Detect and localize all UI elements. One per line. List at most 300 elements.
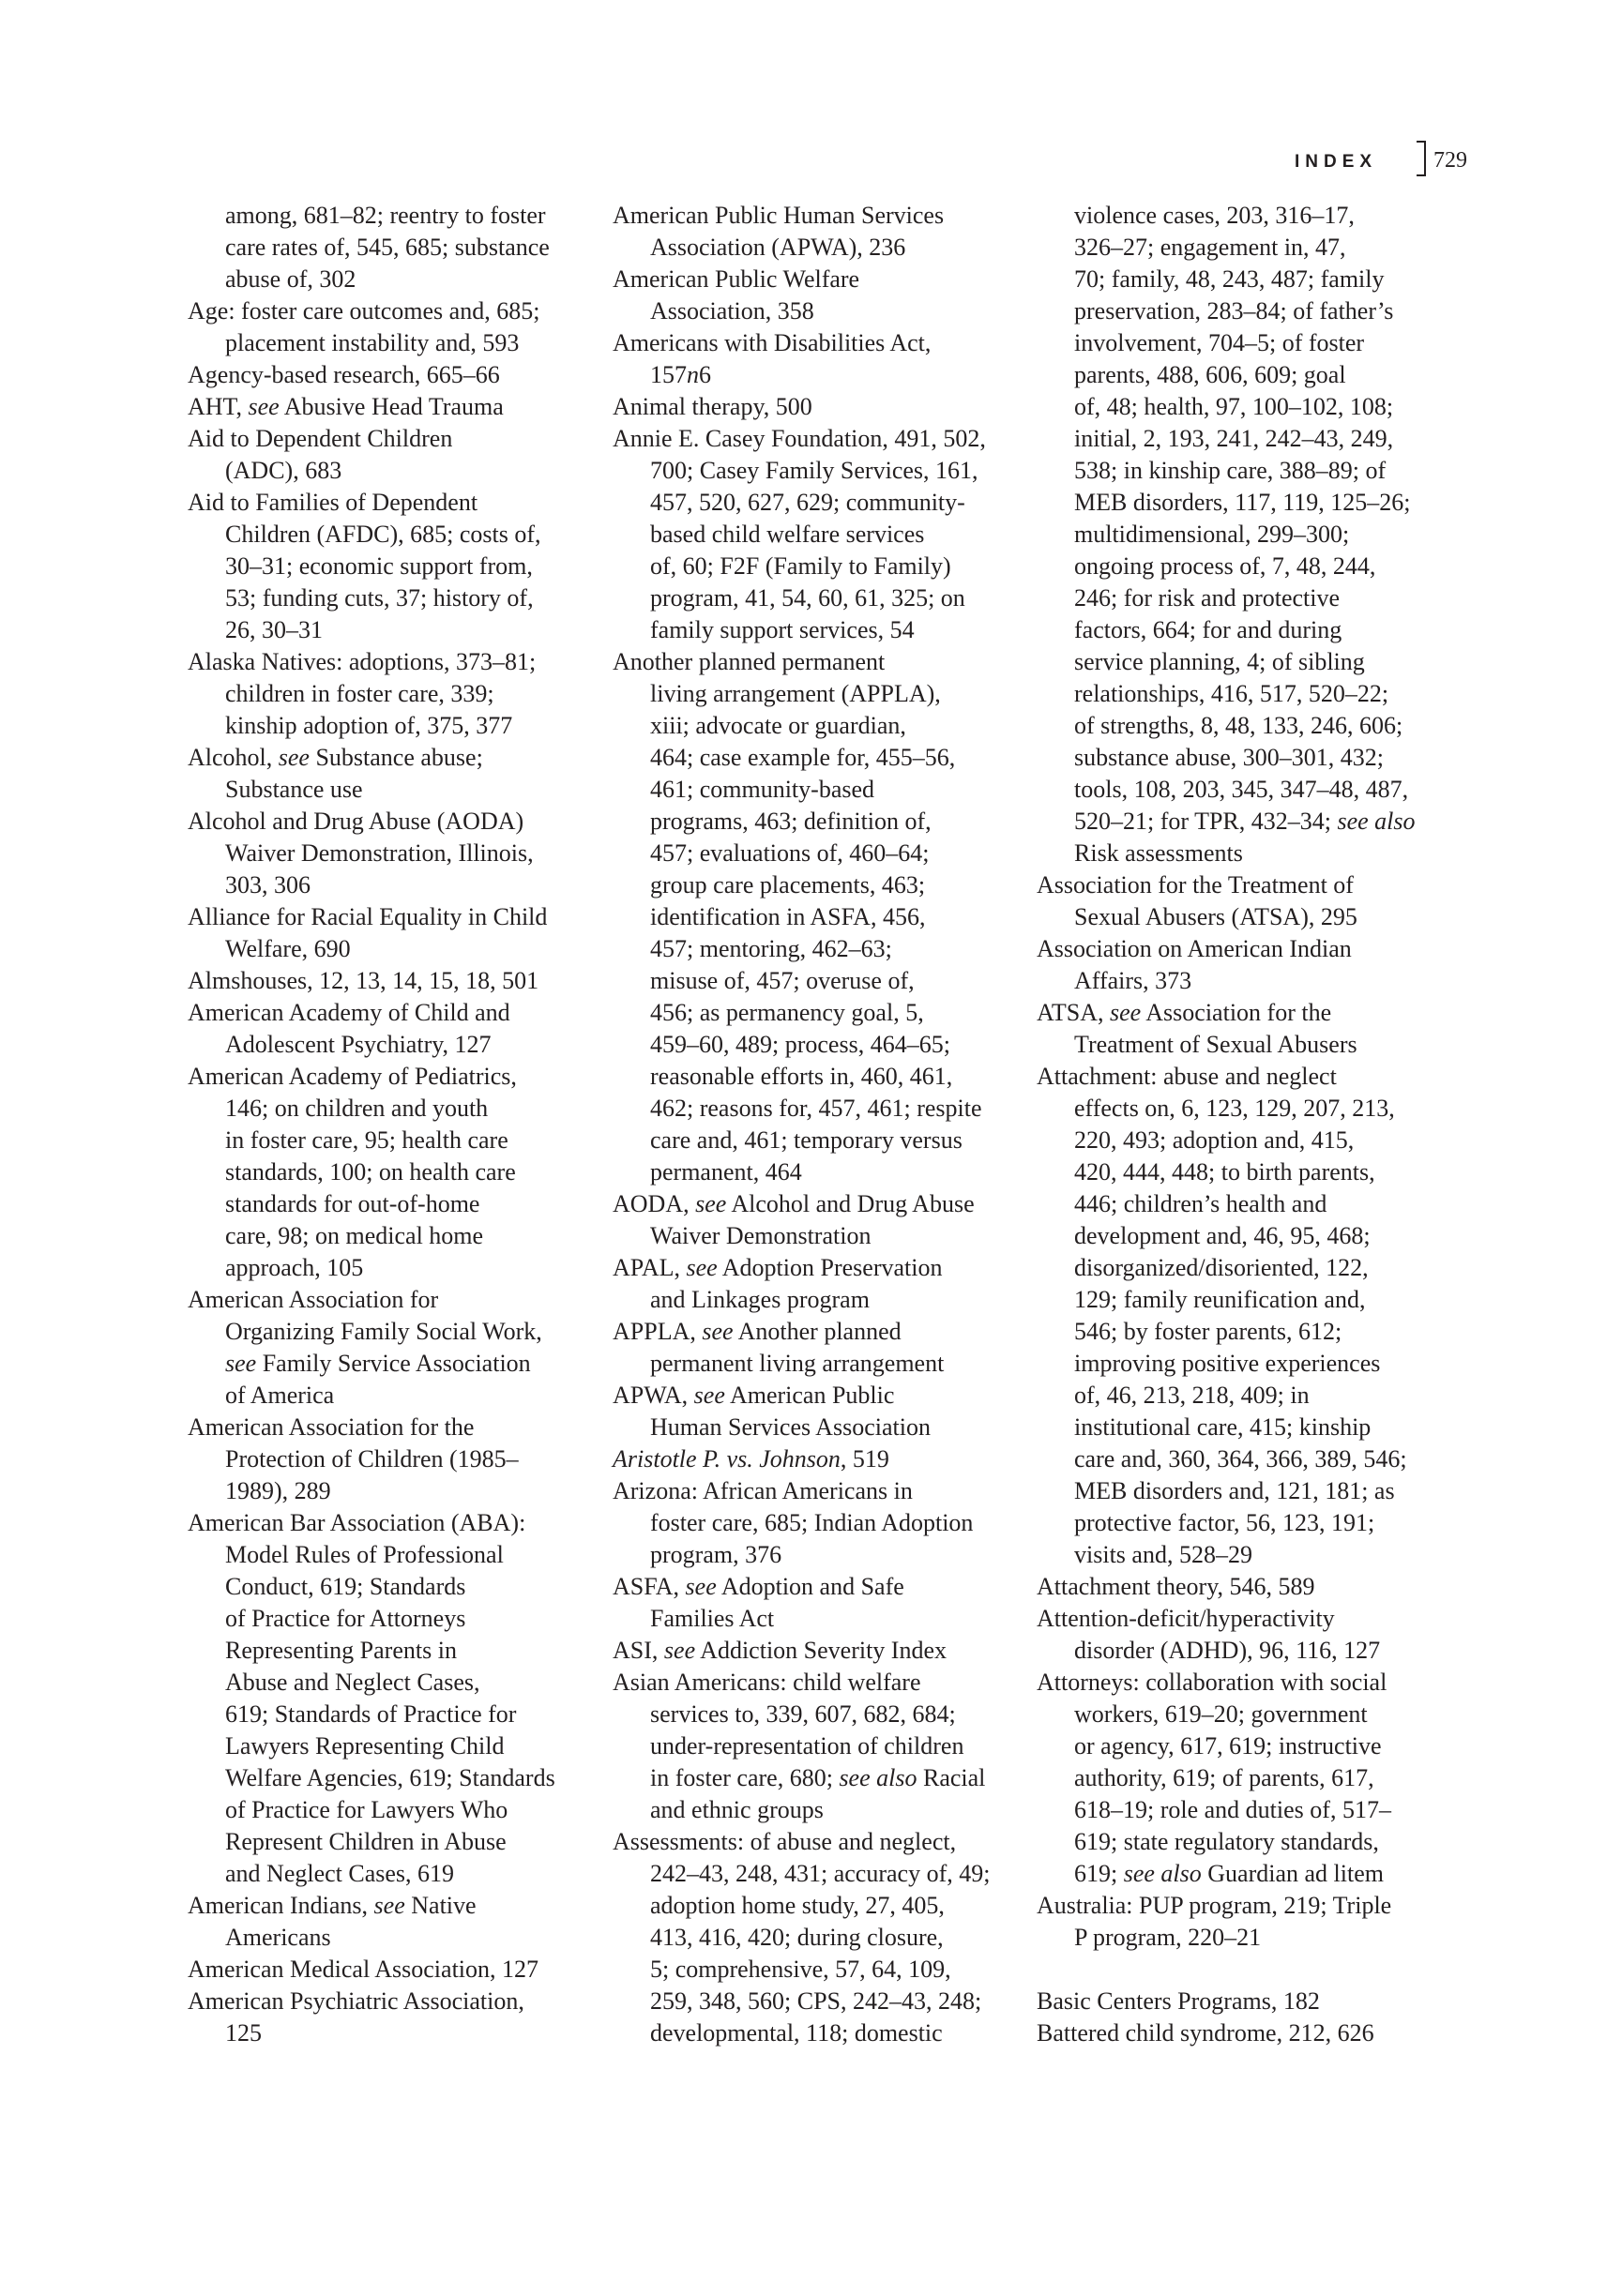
entry-text: 129; family reunification and, <box>1074 1286 1366 1313</box>
italic-text: n <box>687 361 699 388</box>
entry-text: abuse of, 302 <box>225 265 356 293</box>
entry-text: Racial <box>917 1764 986 1791</box>
entry-text: permanent living arrangement <box>650 1350 945 1377</box>
entry-text: 53; funding cuts, 37; history of, <box>225 584 534 612</box>
entry-text: in foster care, 680; <box>650 1764 840 1791</box>
entry-continuation-line <box>1037 1762 1449 1794</box>
entry-text: Substance abuse; <box>309 744 483 771</box>
entry-text: 30–31; economic support from, <box>225 552 533 580</box>
entry-continuation-line <box>1037 678 1449 710</box>
italic-text: see <box>685 1573 717 1600</box>
section-gap <box>1037 1954 1449 1986</box>
entry-text: Association for the <box>1141 999 1332 1026</box>
index-entry <box>1037 200 1449 869</box>
entry-heading-line <box>188 806 600 838</box>
index-entry <box>613 1475 1025 1571</box>
entry-text: placement instability and, 593 <box>225 329 520 356</box>
italic-text: see <box>225 1350 257 1377</box>
entry-text: 420, 444, 448; to birth parents, <box>1074 1158 1375 1186</box>
entry-text: 700; Casey Family Services, 161, <box>650 457 978 484</box>
entry-text: AODA, <box>613 1190 696 1217</box>
entry-text: programs, 463; definition of, <box>650 808 932 835</box>
index-entry <box>613 1380 1025 1443</box>
entry-text: APAL, <box>613 1254 687 1281</box>
entry-continuation-line <box>1037 1443 1449 1475</box>
index-entry <box>613 200 1025 264</box>
entry-continuation-line <box>613 1794 1025 1826</box>
entry-continuation-line <box>188 582 600 614</box>
entry-text: 459–60, 489; process, 464–65; <box>650 1031 950 1058</box>
entry-continuation-line <box>613 1922 1025 1954</box>
entry-continuation-line <box>188 1093 600 1125</box>
entry-continuation-line <box>1037 1635 1449 1667</box>
index-entry <box>188 391 600 423</box>
entry-text: permanent, 464 <box>650 1158 802 1186</box>
index-entry <box>188 965 600 997</box>
entry-heading-line <box>1037 1890 1449 1922</box>
entry-continuation-line <box>613 1348 1025 1380</box>
entry-continuation-line <box>188 200 600 232</box>
index-entry <box>613 1443 1025 1475</box>
entry-text: improving positive experiences <box>1074 1350 1381 1377</box>
italic-text: see also <box>1123 1860 1202 1887</box>
entry-text: American Association for <box>188 1286 439 1313</box>
entry-continuation-line <box>613 806 1025 838</box>
italic-text: see also <box>839 1764 917 1791</box>
entry-text: Another planned <box>733 1318 902 1345</box>
entry-continuation-line <box>613 582 1025 614</box>
entry-continuation-line <box>188 327 600 359</box>
entry-text: Association (APWA), 236 <box>650 234 906 261</box>
entry-text: Native <box>404 1892 477 1919</box>
entry-continuation-line <box>613 1156 1025 1188</box>
entry-continuation-line <box>1037 1093 1449 1125</box>
index-entry <box>188 1284 600 1412</box>
entry-heading-line <box>1037 2017 1449 2049</box>
index-entry <box>188 1890 600 1954</box>
entry-text: of, 46, 213, 218, 409; in <box>1074 1382 1310 1409</box>
entry-text: and Neglect Cases, 619 <box>225 1860 455 1887</box>
index-entry <box>188 359 600 391</box>
entry-continuation-line <box>613 1093 1025 1125</box>
entry-text: Lawyers Representing Child <box>225 1732 505 1760</box>
entry-heading-line <box>613 1316 1025 1348</box>
entry-text: 464; case example for, 455–56, <box>650 744 956 771</box>
entry-text: Attention-deficit/hyperactivity <box>1037 1605 1335 1632</box>
entry-text: group care placements, 463; <box>650 871 926 899</box>
entry-text: Treatment of Sexual Abusers <box>1074 1031 1357 1058</box>
entry-text: Almshouses, 12, 13, 14, 15, 18, 501 <box>188 967 539 994</box>
entry-heading-line <box>188 1412 600 1443</box>
entry-heading-line <box>188 1890 600 1922</box>
entry-text: American Indians, <box>188 1892 374 1919</box>
entry-text: 619; state regulatory standards, <box>1074 1828 1379 1855</box>
entry-continuation-line <box>1037 1507 1449 1539</box>
entry-heading-line <box>188 997 600 1029</box>
entry-text: Aid to Families of Dependent <box>188 489 478 516</box>
entry-continuation-line <box>1037 1794 1449 1826</box>
entry-heading-line <box>1037 1603 1449 1635</box>
entry-continuation-line <box>188 1635 600 1667</box>
entry-text: ASFA, <box>613 1573 686 1600</box>
index-entry <box>1037 1986 1449 2017</box>
entry-text: American Medical Association, 127 <box>188 1956 539 1983</box>
entry-text: ongoing process of, 7, 48, 244, <box>1074 552 1376 580</box>
index-entry <box>188 1986 600 2049</box>
entry-text: service planning, 4; of sibling <box>1074 648 1365 675</box>
entry-text: Organizing Family Social Work, <box>225 1318 542 1345</box>
entry-continuation-line <box>1037 1220 1449 1252</box>
entry-continuation-line <box>1037 965 1449 997</box>
entry-continuation-line <box>613 965 1025 997</box>
entry-text: Americans with Disabilities Act, <box>613 329 932 356</box>
entry-text: identification in ASFA, 456, <box>650 903 926 930</box>
entry-heading-line <box>1037 1061 1449 1093</box>
entry-text: Protection of Children (1985– <box>225 1445 519 1473</box>
index-entry <box>188 1412 600 1507</box>
entry-text: disorder (ADHD), 96, 116, 127 <box>1074 1637 1381 1664</box>
entry-continuation-line <box>613 295 1025 327</box>
entry-continuation-line <box>188 1475 600 1507</box>
entry-continuation-line <box>188 774 600 806</box>
entry-text: services to, 339, 607, 682, 684; <box>650 1700 956 1728</box>
entry-continuation-line <box>188 1603 600 1635</box>
entry-text: reasonable efforts in, 460, 461, <box>650 1063 953 1090</box>
entry-text: Affairs, 373 <box>1074 967 1192 994</box>
entry-text: Abusive Head Trauma <box>279 393 504 420</box>
entry-heading-line <box>188 487 600 519</box>
entry-text: protective factor, 56, 123, 191; <box>1074 1509 1375 1536</box>
entry-text: MEB disorders, 117, 119, 125–26; <box>1074 489 1411 516</box>
italic-text: see <box>686 1254 718 1281</box>
entry-text: American Public Human Services <box>613 202 945 229</box>
entry-continuation-line <box>188 1539 600 1571</box>
entry-text: Association for the Treatment of <box>1037 871 1354 899</box>
entry-text: care, 98; on medical home <box>225 1222 484 1249</box>
entry-continuation-line <box>613 710 1025 742</box>
entry-text: Attachment theory, 546, 589 <box>1037 1573 1315 1600</box>
entry-text: program, 41, 54, 60, 61, 325; on <box>650 584 965 612</box>
entry-text: disorganized/disoriented, 122, <box>1074 1254 1369 1281</box>
entry-text: 619; <box>1074 1860 1124 1887</box>
entry-continuation-line <box>188 519 600 551</box>
entry-continuation-line <box>613 487 1025 519</box>
entry-continuation-line <box>1037 1125 1449 1156</box>
entry-text: American Psychiatric Association, <box>188 1987 524 2015</box>
entry-continuation-line <box>1037 1188 1449 1220</box>
entry-text: living arrangement (APPLA), <box>650 680 941 707</box>
entry-text: Battered child syndrome, 212, 626 <box>1037 2019 1374 2047</box>
entry-continuation-line <box>1037 1922 1449 1954</box>
entry-continuation-line <box>1037 295 1449 327</box>
entry-text: Alcohol and Drug Abuse <box>726 1190 975 1217</box>
entry-heading-line <box>188 1061 600 1093</box>
entry-heading-line <box>188 295 600 327</box>
entry-text: Children (AFDC), 685; costs of, <box>225 521 541 548</box>
entry-continuation-line <box>1037 1475 1449 1507</box>
entry-text: relationships, 416, 517, 520–22; <box>1074 680 1389 707</box>
entry-continuation-line <box>1037 901 1449 933</box>
entry-continuation-line <box>613 933 1025 965</box>
italic-text: Aristotle P. vs. Johnson <box>613 1445 841 1473</box>
entry-continuation-line <box>613 1699 1025 1730</box>
entry-continuation-line <box>188 1188 600 1220</box>
entry-heading-line <box>613 423 1025 455</box>
entry-continuation-line <box>1037 1730 1449 1762</box>
index-entry <box>1037 933 1449 997</box>
entry-heading-line <box>613 1443 1025 1475</box>
entry-continuation-line <box>613 2017 1025 2049</box>
entry-text: AHT, <box>188 393 249 420</box>
entry-continuation-line <box>613 1507 1025 1539</box>
entry-continuation-line <box>1037 1029 1449 1061</box>
italic-text: see <box>248 393 280 420</box>
italic-text: see <box>663 1637 696 1664</box>
entry-heading-line <box>188 646 600 678</box>
entry-text: preservation, 283–84; of father’s <box>1074 297 1394 325</box>
entry-continuation-line <box>1037 838 1449 869</box>
entry-text: (ADC), 683 <box>225 457 342 484</box>
index-entry <box>188 1954 600 1986</box>
entry-text: Sexual Abusers (ATSA), 295 <box>1074 903 1357 930</box>
entry-text: violence cases, 203, 316–17, <box>1074 202 1355 229</box>
index-entry <box>188 200 600 295</box>
entry-heading-line <box>188 742 600 774</box>
entry-text: institutional care, 415; kinship <box>1074 1413 1372 1441</box>
entry-text: ATSA, <box>1037 999 1111 1026</box>
entry-text: 70; family, 48, 243, 487; family <box>1074 265 1385 293</box>
entry-continuation-line <box>188 232 600 264</box>
entry-continuation-line <box>613 1730 1025 1762</box>
entry-text: standards, 100; on health care <box>225 1158 516 1186</box>
entry-text: 457, 520, 627, 629; community- <box>650 489 965 516</box>
entry-continuation-line <box>1037 359 1449 391</box>
entry-continuation-line <box>613 1762 1025 1794</box>
entry-text: workers, 619–20; government <box>1074 1700 1368 1728</box>
entry-text: Another planned permanent <box>613 648 886 675</box>
entry-continuation-line <box>188 710 600 742</box>
entry-text: Basic Centers Programs, 182 <box>1037 1987 1320 2015</box>
index-entry <box>613 264 1025 327</box>
entry-continuation-line <box>613 1986 1025 2017</box>
entry-continuation-line <box>613 1220 1025 1252</box>
entry-continuation-line <box>613 519 1025 551</box>
index-entry <box>188 742 600 806</box>
entry-text: 413, 416, 420; during closure, <box>650 1924 944 1951</box>
entry-text: American Academy of Child and <box>188 999 510 1026</box>
entry-heading-line <box>613 327 1025 359</box>
index-entry <box>613 646 1025 1188</box>
entry-continuation-line <box>613 1061 1025 1093</box>
entry-text: APWA, <box>613 1382 694 1409</box>
entry-continuation-line <box>613 1539 1025 1571</box>
entry-continuation-line <box>188 455 600 487</box>
index-entry <box>1037 1571 1449 1603</box>
entry-text: Alliance for Racial Equality in Child <box>188 903 548 930</box>
entry-continuation-line <box>188 1762 600 1794</box>
entry-continuation-line <box>188 1220 600 1252</box>
entry-text: of, 60; F2F (Family to Family) <box>650 552 951 580</box>
entry-text: Adolescent Psychiatry, 127 <box>225 1031 492 1058</box>
entry-continuation-line <box>1037 264 1449 295</box>
entry-heading-line <box>1037 933 1449 965</box>
entry-text: effects on, 6, 123, 129, 207, 213, <box>1074 1095 1395 1122</box>
entry-continuation-line <box>1037 710 1449 742</box>
entry-text: 456; as permanency goal, 5, <box>650 999 924 1026</box>
entry-continuation-line <box>613 742 1025 774</box>
index-entry <box>613 423 1025 646</box>
entry-continuation-line <box>188 1667 600 1699</box>
entry-text: 461; community-based <box>650 776 875 803</box>
entry-text: 538; in kinship care, 388–89; of <box>1074 457 1387 484</box>
entry-continuation-line <box>1037 1284 1449 1316</box>
entry-text: Agency-based research, 665–66 <box>188 361 500 388</box>
index-entry <box>1037 997 1449 1061</box>
bracket-ornament <box>1417 141 1426 176</box>
entry-text: 618–19; role and duties of, 517– <box>1074 1796 1391 1823</box>
index-entry <box>188 646 600 742</box>
entry-continuation-line <box>188 678 600 710</box>
entry-continuation-line <box>188 1380 600 1412</box>
entry-heading-line <box>188 1507 600 1539</box>
index-entry <box>188 487 600 646</box>
index-entry <box>1037 869 1449 933</box>
index-column-3 <box>1037 200 1449 2049</box>
entry-continuation-line <box>613 997 1025 1029</box>
entry-text: care rates of, 545, 685; substance <box>225 234 550 261</box>
entry-text: 26, 30–31 <box>225 616 323 643</box>
entry-text: Association on American Indian <box>1037 935 1352 962</box>
entry-text: 446; children’s health and <box>1074 1190 1327 1217</box>
entry-continuation-line <box>613 1603 1025 1635</box>
entry-text: Americans <box>225 1924 331 1951</box>
entry-continuation-line <box>1037 1826 1449 1858</box>
index-entry <box>613 1635 1025 1667</box>
entry-continuation-line <box>1037 327 1449 359</box>
entry-text: Attorneys: collaboration with social <box>1037 1669 1387 1696</box>
entry-continuation-line <box>188 1794 600 1826</box>
entry-text: Conduct, 619; Standards <box>225 1573 466 1600</box>
entry-heading-line <box>613 391 1025 423</box>
blank-line <box>1037 1954 1449 1986</box>
entry-text: of, 48; health, 97, 100–102, 108; <box>1074 393 1394 420</box>
entry-heading-line <box>188 359 600 391</box>
entry-continuation-line <box>1037 806 1449 838</box>
entry-text: Arizona: African Americans in <box>613 1477 913 1504</box>
entry-text: 520–21; for TPR, 432–34; <box>1074 808 1338 835</box>
entry-text: Annie E. Casey Foundation, 491, 502, <box>613 425 986 452</box>
entry-heading-line <box>188 423 600 455</box>
entry-text: development and, 46, 95, 468; <box>1074 1222 1371 1249</box>
entry-continuation-line <box>1037 1699 1449 1730</box>
entry-text: Substance use <box>225 776 363 803</box>
entry-heading-line <box>188 1284 600 1316</box>
entry-heading-line <box>1037 997 1449 1029</box>
index-entry <box>1037 1667 1449 1890</box>
index-entry <box>188 423 600 487</box>
entry-heading-line <box>1037 869 1449 901</box>
entry-continuation-line <box>1037 742 1449 774</box>
index-entry <box>188 1061 600 1284</box>
entry-continuation-line <box>188 1858 600 1890</box>
index-entry <box>613 1188 1025 1252</box>
index-entry <box>1037 1603 1449 1667</box>
entry-text: Family Service Association <box>256 1350 531 1377</box>
entry-text: 5; comprehensive, 57, 64, 109, <box>650 1956 951 1983</box>
entry-heading-line <box>188 901 600 933</box>
entry-continuation-line <box>188 614 600 646</box>
entry-text: 546; by foster parents, 612; <box>1074 1318 1342 1345</box>
index-entry <box>188 1507 600 1890</box>
entry-text: Welfare Agencies, 619; Standards <box>225 1764 555 1791</box>
entry-heading-line <box>188 1986 600 2017</box>
entry-text: Assessments: of abuse and neglect, <box>613 1828 957 1855</box>
entry-text: in foster care, 95; health care <box>225 1126 508 1154</box>
index-entry <box>613 391 1025 423</box>
entry-continuation-line <box>1037 519 1449 551</box>
entry-text: authority, 619; of parents, 617, <box>1074 1764 1374 1791</box>
entry-continuation-line <box>1037 646 1449 678</box>
index-entry <box>613 1826 1025 2049</box>
entry-continuation-line <box>613 1890 1025 1922</box>
index-column-1 <box>188 200 600 2049</box>
entry-heading-line <box>613 264 1025 295</box>
entry-continuation-line <box>188 838 600 869</box>
entry-text: or agency, 617, 619; instructive <box>1074 1732 1382 1760</box>
entry-continuation-line <box>613 455 1025 487</box>
index-entry <box>1037 2017 1449 2049</box>
entry-continuation-line <box>1037 200 1449 232</box>
entry-continuation-line <box>613 1412 1025 1443</box>
entry-text: American Association for the <box>188 1413 475 1441</box>
entry-heading-line <box>613 1635 1025 1667</box>
entry-continuation-line <box>1037 774 1449 806</box>
entry-continuation-line <box>1037 423 1449 455</box>
entry-text: American Public Welfare <box>613 265 860 293</box>
entry-continuation-line <box>613 901 1025 933</box>
entry-continuation-line <box>188 1571 600 1603</box>
entry-text: Alaska Natives: adoptions, 373–81; <box>188 648 537 675</box>
italic-text: see <box>695 1190 727 1217</box>
entry-text: 157 <box>650 361 687 388</box>
index-entry <box>188 997 600 1061</box>
index-entry <box>613 1316 1025 1380</box>
entry-text: 457; evaluations of, 460–64; <box>650 839 930 867</box>
entry-text: tools, 108, 203, 345, 347–48, 487, <box>1074 776 1409 803</box>
section-title: INDEX <box>1295 152 1378 172</box>
entry-continuation-line <box>1037 1316 1449 1348</box>
entry-text: care and, 360, 364, 366, 389, 546; <box>1074 1445 1407 1473</box>
entry-text: American Public <box>724 1382 895 1409</box>
entry-continuation-line <box>613 678 1025 710</box>
entry-text: under-representation of children <box>650 1732 964 1760</box>
entry-text: Represent Children in Abuse <box>225 1828 507 1855</box>
italic-text: see also <box>1337 808 1416 835</box>
entry-text: family support services, 54 <box>650 616 915 643</box>
entry-text: of Practice for Lawyers Who <box>225 1796 508 1823</box>
entry-text: American Bar Association (ABA): <box>188 1509 526 1536</box>
entry-text: of Practice for Attorneys <box>225 1605 466 1632</box>
entry-text: 259, 348, 560; CPS, 242–43, 248; <box>650 1987 982 2015</box>
entry-text: Alcohol and Drug Abuse (AODA) <box>188 808 524 835</box>
index-entry <box>188 806 600 901</box>
index-entry <box>613 1571 1025 1635</box>
entry-text: Aid to Dependent Children <box>188 425 453 452</box>
entry-text: foster care, 685; Indian Adoption <box>650 1509 974 1536</box>
entry-continuation-line <box>1037 1858 1449 1890</box>
entry-text: P program, 220–21 <box>1074 1924 1262 1951</box>
entry-text: approach, 105 <box>225 1254 364 1281</box>
